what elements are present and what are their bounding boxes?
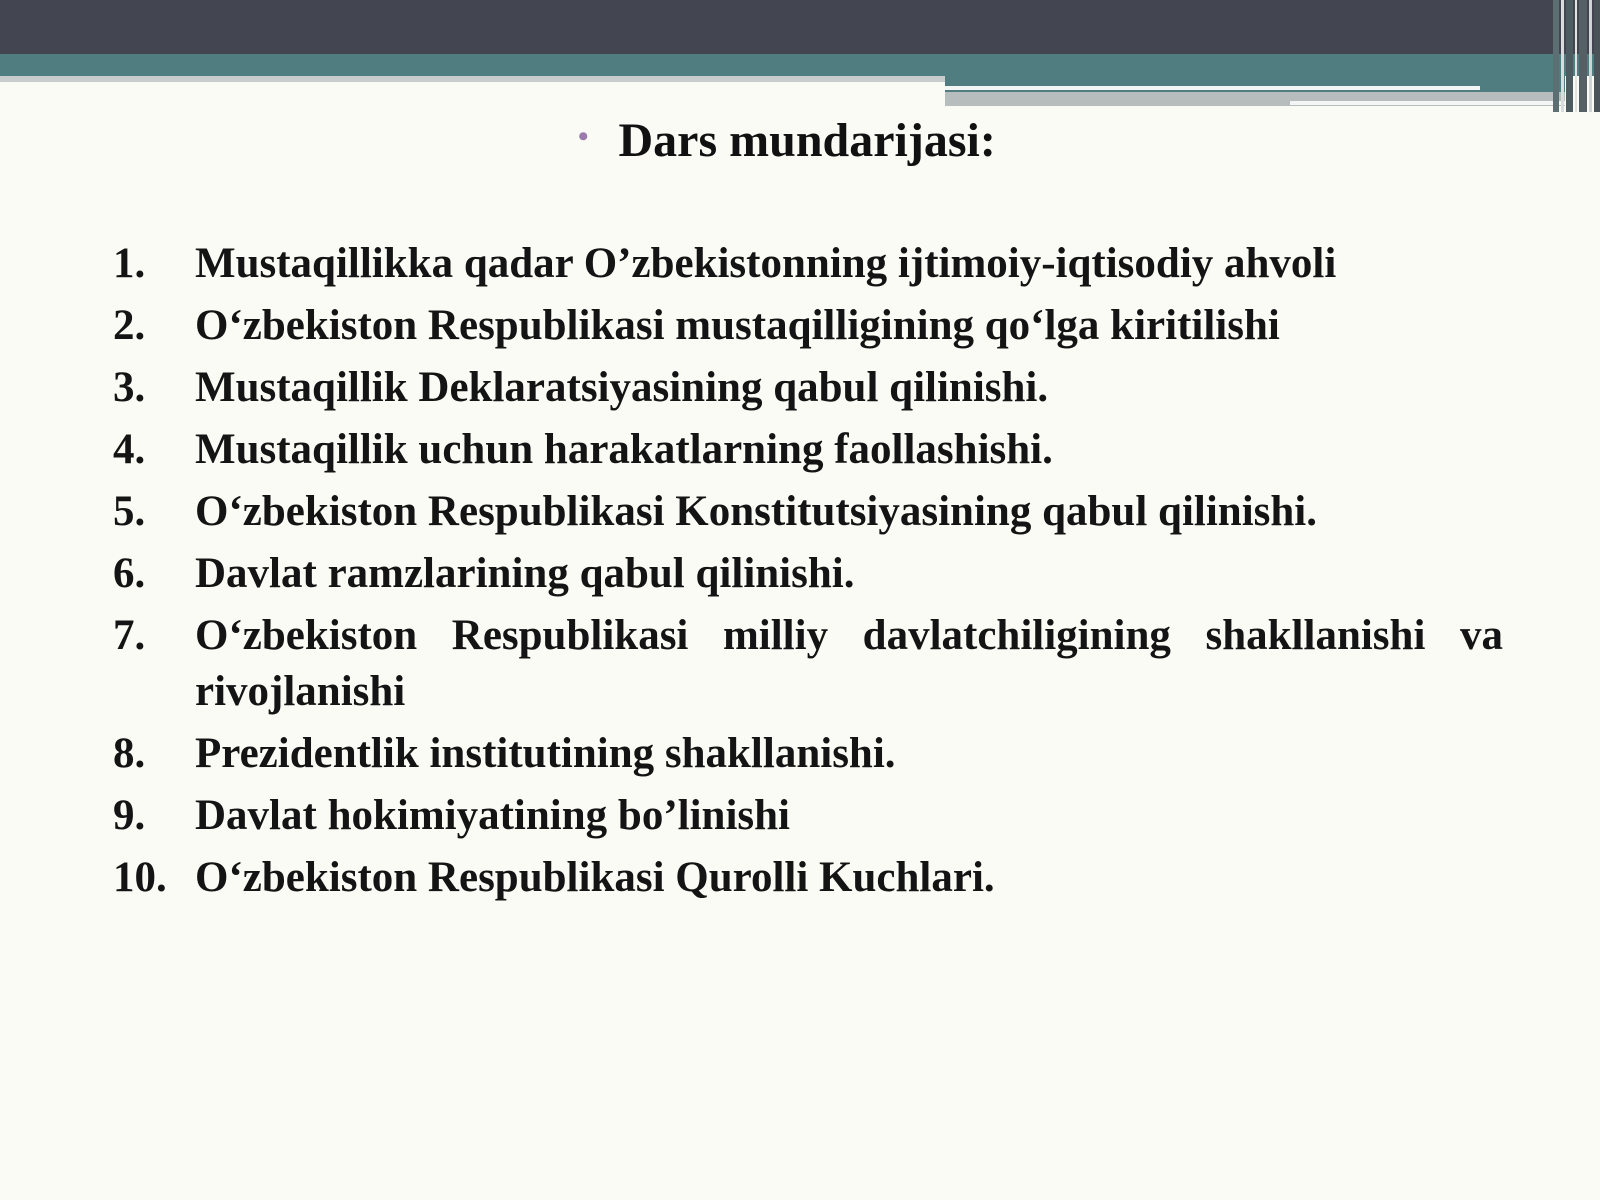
item-number: 9. (113, 792, 146, 839)
header-teal-band (0, 54, 1600, 76)
list-item (113, 360, 1503, 416)
item-text: Prezidentlik institutining shakllanishi. (195, 730, 896, 777)
list-item (113, 236, 1503, 292)
header-vertical-stripes (1553, 0, 1600, 112)
list-item (113, 298, 1503, 354)
item-number: 2. (113, 302, 146, 349)
slide-heading (578, 110, 996, 170)
list-item (113, 788, 1503, 844)
list-item (113, 546, 1503, 602)
header-highlight-line (945, 86, 1480, 90)
item-number: 7. (113, 612, 146, 659)
item-text: O‘zbekiston Respublikasi milliy davlatchiligining shakllanishi va rivojlanishi (195, 612, 1503, 715)
header-dark-band (0, 0, 1600, 54)
item-number: 6. (113, 550, 146, 597)
heading-text: Dars mundarijasi: (618, 113, 996, 167)
item-number: 5. (113, 488, 146, 535)
item-number: 8. (113, 730, 146, 777)
contents-list (113, 236, 1503, 912)
item-number: 1. (113, 240, 146, 287)
bullet-icon: • (578, 120, 589, 153)
item-text: Mustaqillik Deklaratsiyasining qabul qilinishi. (195, 364, 1049, 411)
item-text: O‘zbekiston Respublikasi Qurolli Kuchlari. (195, 854, 995, 901)
header-highlight-line (1290, 101, 1565, 105)
item-text: Mustaqillik uchun harakatlarning faollashishi. (195, 426, 1053, 473)
item-text: Mustaqillikka qadar O’zbekistonning ijtimoiy-iqtisodiy ahvoli (195, 240, 1337, 287)
item-text: Davlat ramzlarining qabul qilinishi. (195, 550, 855, 597)
list-item (113, 850, 1503, 906)
header-shadow (0, 76, 945, 82)
list-item (113, 608, 1503, 720)
item-text: Davlat hokimiyatining bo’linishi (195, 792, 790, 839)
item-number: 3. (113, 364, 146, 411)
list-item (113, 726, 1503, 782)
list-item (113, 484, 1503, 540)
item-number: 10. (113, 854, 167, 901)
list-item (113, 422, 1503, 478)
item-text: O‘zbekiston Respublikasi mustaqilligining qo‘lga kiritilishi (195, 302, 1280, 349)
item-text: O‘zbekiston Respublikasi Konstitutsiyasining qabul qilinishi. (195, 488, 1317, 535)
item-number: 4. (113, 426, 146, 473)
